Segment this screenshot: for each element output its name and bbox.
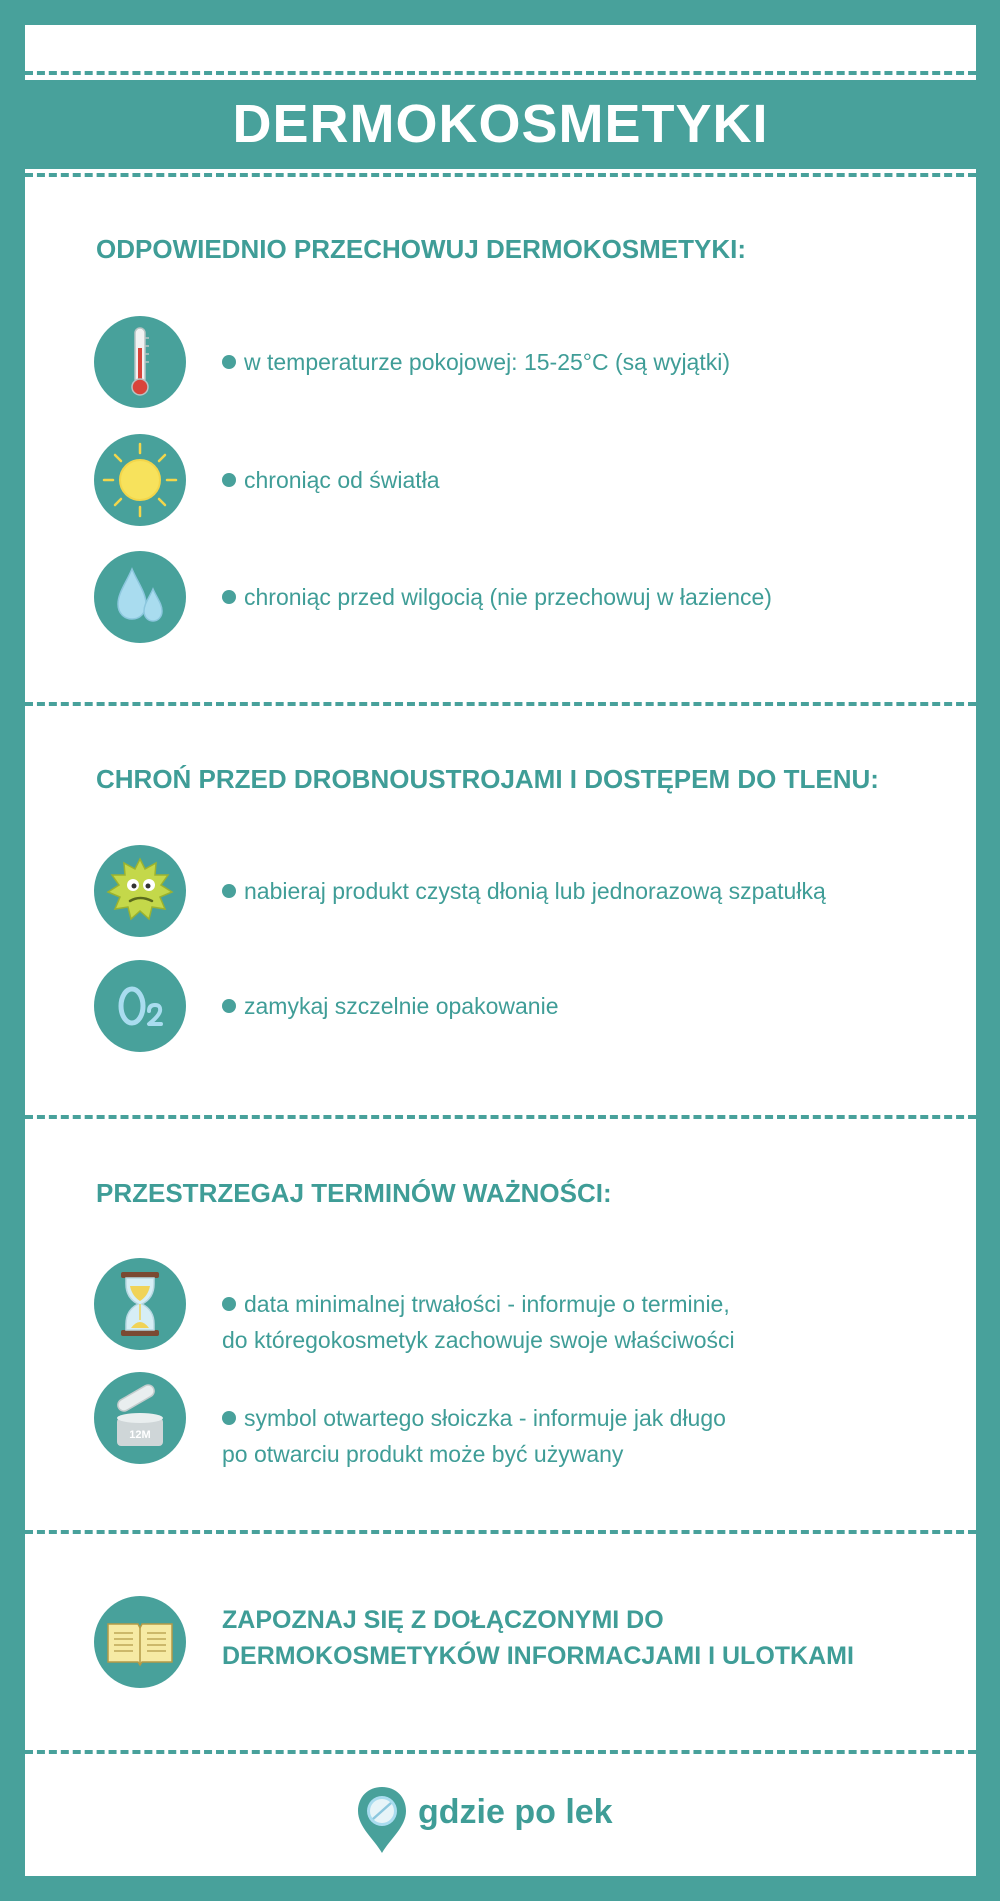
bullet bbox=[222, 590, 236, 604]
list-item-continuation: po otwarciu produkt może być używany bbox=[222, 1441, 624, 1467]
bullet bbox=[222, 1297, 236, 1311]
oxygen-icon bbox=[94, 960, 186, 1052]
page-title: DERMOKOSMETYKI bbox=[232, 94, 769, 154]
list-item: data minimalnej trwałości - informuje o terminie, do któregokosmetyk zachowuje swoje właściwości bbox=[222, 1286, 735, 1358]
list-item-continuation: do któregokosmetyk zachowuje swoje właściwości bbox=[222, 1327, 735, 1353]
list-item: chroniąc od światła bbox=[222, 462, 440, 498]
divider bbox=[25, 1530, 976, 1534]
brand-logo[interactable] bbox=[354, 1785, 613, 1855]
water-drops-icon bbox=[94, 551, 186, 643]
section-heading-storage: ODPOWIEDNIO PRZECHOWUJ DERMOKOSMETYKI: bbox=[96, 234, 747, 264]
bullet bbox=[222, 355, 236, 369]
list-item: zamykaj szczelnie opakowanie bbox=[222, 988, 559, 1024]
divider bbox=[25, 173, 976, 177]
germ-icon bbox=[94, 845, 186, 937]
divider bbox=[25, 71, 976, 75]
brand-name: gdzie po lek bbox=[418, 1793, 613, 1831]
bullet bbox=[222, 1411, 236, 1425]
list-item: chroniąc przed wilgocią (nie przechowuj w łazience) bbox=[222, 579, 772, 615]
bullet bbox=[222, 999, 236, 1013]
divider bbox=[25, 1115, 976, 1119]
section-heading-microbes: CHROŃ PRZED DROBNOUSTROJAMI I DOSTĘPEM DO TLENU: bbox=[96, 764, 879, 794]
hourglass-icon bbox=[94, 1258, 186, 1350]
list-item: symbol otwartego słoiczka - informuje jak długo po otwarciu produkt może być używany bbox=[222, 1400, 726, 1472]
open-jar-icon bbox=[94, 1372, 186, 1464]
section-heading-expiry: PRZESTRZEGAJ TERMINÓW WAŻNOŚCI: bbox=[96, 1178, 612, 1208]
map-pin-pill-icon bbox=[354, 1785, 410, 1855]
thermometer-icon bbox=[94, 316, 186, 408]
list-item: nabieraj produkt czystą dłonią lub jednorazową szpatułką bbox=[222, 873, 826, 909]
svg-text:12M: 12M bbox=[129, 1429, 151, 1441]
bullet bbox=[222, 884, 236, 898]
final-note: ZAPOZNAJ SIĘ Z DOŁĄCZONYMI DO DERMOKOSMETYKÓW INFORMACJAMI I ULOTKAMI bbox=[222, 1606, 854, 1670]
bullet bbox=[222, 473, 236, 487]
open-book-icon bbox=[94, 1596, 186, 1688]
title-band bbox=[25, 80, 976, 169]
sun-icon bbox=[94, 434, 186, 526]
list-item: w temperaturze pokojowej: 15-25°C (są wyjątki) bbox=[222, 344, 730, 380]
divider bbox=[25, 702, 976, 706]
divider bbox=[25, 1750, 976, 1754]
